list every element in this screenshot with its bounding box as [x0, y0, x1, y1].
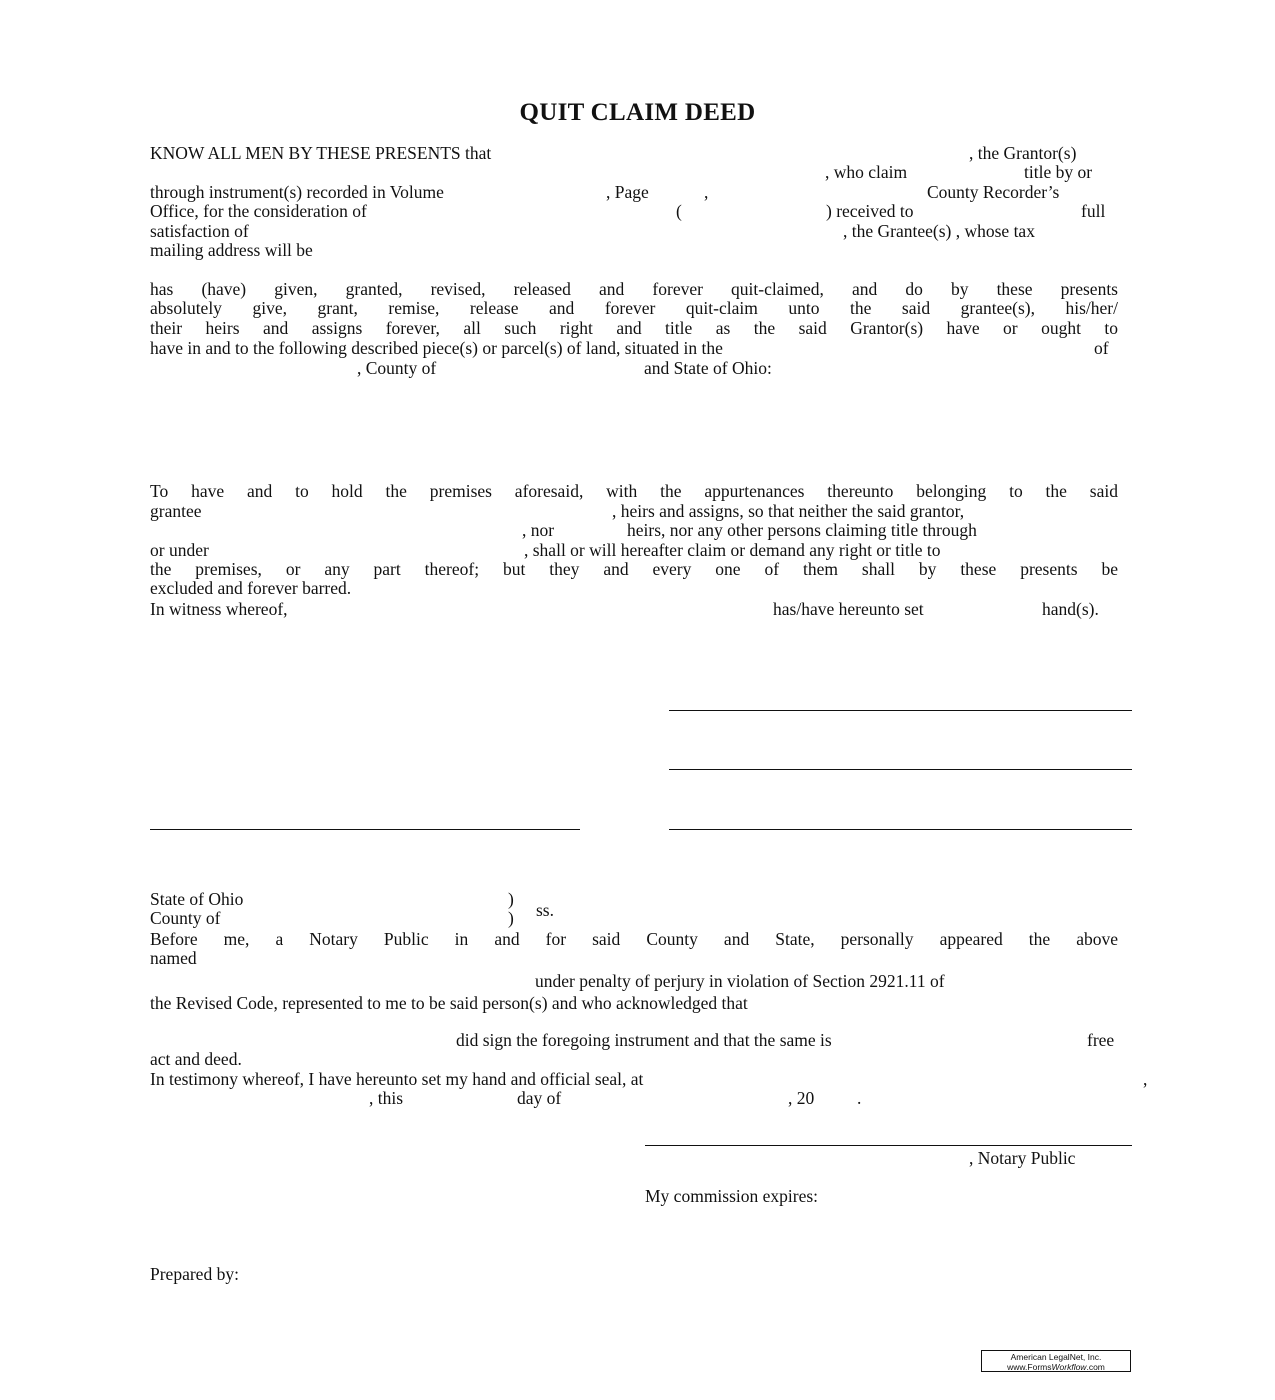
intro-line-3b: , Page [606, 182, 649, 202]
notary-line-6: act and deed. [150, 1049, 242, 1069]
intro-line-6: mailing address will be [150, 240, 313, 260]
witness-line-b: has/have hereunto set [773, 599, 924, 619]
habendum-line-3a: , nor [522, 520, 555, 540]
notary-line-8c: , 20 [788, 1088, 815, 1108]
intro-line-5a: satisfaction of [150, 221, 249, 241]
habendum-line-6: excluded and forever barred. [150, 578, 352, 598]
intro-line-1a: KNOW ALL MEN BY THESE PRESENTS that [150, 143, 492, 163]
intro-line-1b: , the Grantor(s) [969, 143, 1077, 163]
notary-county: County of [150, 908, 221, 928]
habendum-line-4a: or under [150, 540, 209, 560]
publisher-url-b: Workflow [1051, 1362, 1087, 1372]
intro-line-4d: full [1081, 201, 1106, 221]
witness-signature-line[interactable] [150, 829, 580, 830]
intro-line-4c: ) received to [826, 201, 914, 221]
intro-line-3d: County Recorder’s [927, 182, 1060, 202]
notary-line-7a: In testimony whereof, I have hereunto set my hand and official seal, at [150, 1069, 644, 1089]
habendum-line-1: To have and to hold the premises aforesaid, with the appurtenances thereunto belonging to the said [150, 481, 1118, 501]
prepared-by-label: Prepared by: [150, 1264, 239, 1284]
notary-line-8d: . [857, 1088, 862, 1108]
grant-line-2: absolutely give, grant, remise, release and forever quit-claim unto the said grantee(s), his/her/ [150, 298, 1118, 318]
intro-line-3a: through instrument(s) recorded in Volume [150, 182, 444, 202]
intro-line-4a: Office, for the consideration of [150, 201, 367, 221]
notary-line-5a: did sign the foregoing instrument and that the same is [456, 1030, 832, 1050]
habendum-line-2b: , heirs and assigns, so that neither the said grantor, [612, 501, 965, 521]
intro-line-4b: ( [676, 201, 682, 221]
notary-public-label: , Notary Public [969, 1148, 1076, 1168]
intro-line-2a: , who claim [825, 162, 908, 182]
intro-line-3c: , [704, 182, 709, 202]
habendum-line-2a: grantee [150, 501, 202, 521]
grant-line-5b: and State of Ohio: [644, 358, 772, 378]
publisher-url-c: .com [1086, 1362, 1105, 1372]
notary-state: State of Ohio [150, 889, 244, 909]
notary-signature-line[interactable] [645, 1145, 1132, 1146]
notary-line-5b: free [1087, 1030, 1115, 1050]
habendum-line-4b: , shall or will hereafter claim or demand any right or title to [524, 540, 941, 560]
notary-paren-2: ) [508, 908, 514, 928]
notary-line-2: named [150, 948, 197, 968]
grant-line-5a: , County of [357, 358, 437, 378]
notary-line-8b: day of [517, 1088, 562, 1108]
intro-line-2b: title by or [1024, 162, 1093, 182]
witness-line-a: In witness whereof, [150, 599, 288, 619]
intro-line-5b: , the Grantee(s) , whose tax [843, 221, 1035, 241]
signature-line-2[interactable] [669, 769, 1132, 770]
signature-line-1[interactable] [669, 710, 1132, 711]
publisher-name: American LegalNet, Inc. [1010, 1352, 1102, 1362]
publisher-url-a: www.Forms [1007, 1362, 1052, 1372]
publisher-footer [981, 1350, 1131, 1372]
document-title: QUIT CLAIM DEED [519, 99, 756, 126]
habendum-line-5: the premises, or any part thereof; but they and every one of them shall by these presents be [150, 559, 1118, 579]
notary-ss: ss. [536, 900, 554, 920]
notary-line-8a: , this [369, 1088, 404, 1108]
grant-line-3: their heirs and assigns forever, all such right and title as the said Grantor(s) have or ought to [150, 318, 1118, 338]
grant-line-4a: have in and to the following described piece(s) or parcel(s) of land, situated in the [150, 338, 723, 358]
commission-expires-label: My commission expires: [645, 1186, 819, 1206]
habendum-line-3b: heirs, nor any other persons claiming title through [627, 520, 977, 540]
witness-line-c: hand(s). [1042, 599, 1099, 619]
notary-line-1: Before me, a Notary Public in and for said County and State, personally appeared the above [150, 929, 1118, 949]
grant-line-1: has (have) given, granted, revised, released and forever quit-claimed, and do by these presents [150, 279, 1118, 299]
signature-line-3[interactable] [669, 829, 1132, 830]
grant-line-4b: of [1094, 338, 1109, 358]
notary-line-3: under penalty of perjury in violation of Section 2921.11 of [535, 971, 945, 991]
notary-line-4: the Revised Code, represented to me to be said person(s) and who acknowledged that [150, 993, 748, 1013]
publisher-url [982, 1362, 1130, 1372]
notary-line-7b: , [1143, 1069, 1148, 1089]
notary-paren-1: ) [508, 889, 514, 909]
